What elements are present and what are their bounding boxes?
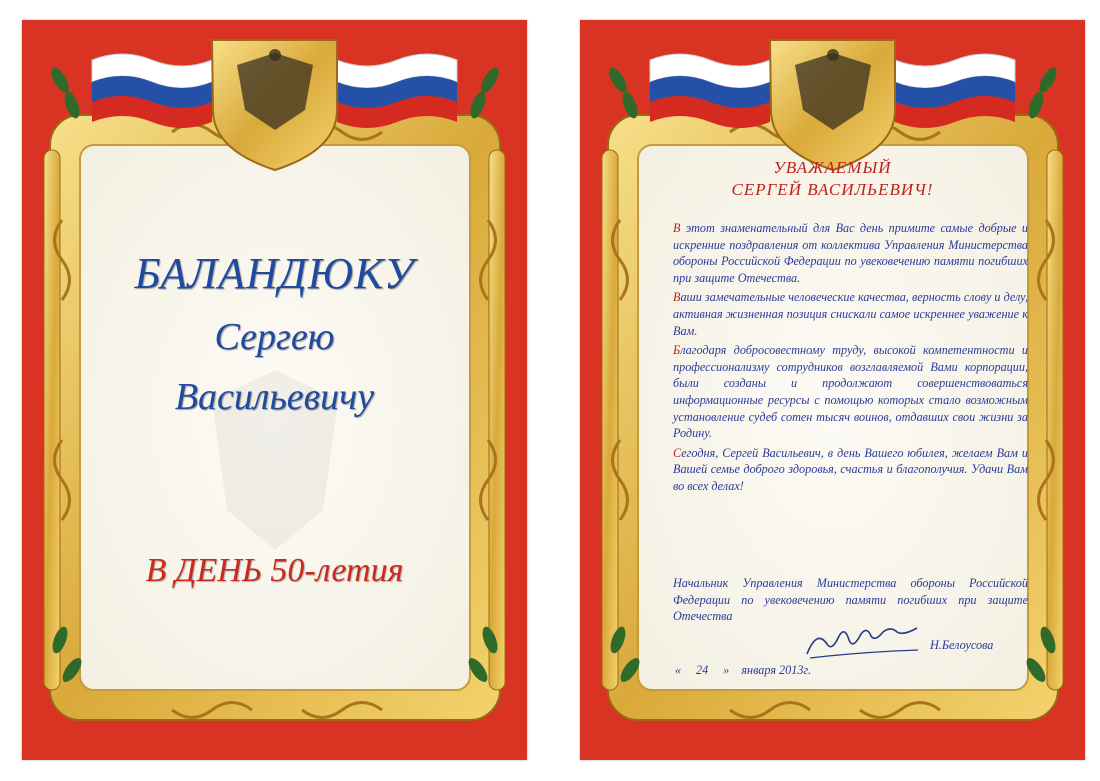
paragraph-1 bbox=[673, 220, 1028, 286]
date-close-quote: » bbox=[723, 663, 730, 677]
anniversary-occasion: В ДЕНЬ 50-летия bbox=[145, 552, 404, 589]
signatory-name: Н.Белоусова bbox=[930, 638, 994, 652]
date-open-quote: « bbox=[675, 663, 682, 677]
salutation-line-2: СЕРГЕЙ ВАСИЛЬЕВИЧ! bbox=[731, 180, 934, 199]
recipient-surname: БАЛАНДЮКУ bbox=[134, 249, 415, 298]
recipient-patronymic: Васильевичу bbox=[174, 376, 375, 418]
paragraph-initial: В bbox=[673, 290, 681, 305]
russian-flag-left bbox=[650, 54, 770, 128]
paragraph-initial: С bbox=[673, 445, 682, 460]
russian-flag-left bbox=[92, 54, 212, 128]
russian-flag-right bbox=[895, 54, 1015, 128]
left-certificate-page bbox=[22, 20, 527, 760]
paragraph-text: егодня, Сергей Васильевич, в день Вашего юбилея, желаем Вам и Вашей семье доброго здоровья, счастья и благополучия. Удачи Вам во всех делах! bbox=[673, 445, 1028, 493]
paragraph-text: аши замечательные человеческие качества, верность слову и делу, активная жизненная позиция снискали самое искреннее уважение к Вам. bbox=[673, 290, 1028, 338]
paragraph-3 bbox=[673, 342, 1028, 442]
date-day: 24 bbox=[696, 663, 709, 677]
paragraph-2 bbox=[673, 289, 1028, 339]
date-month-year: января 2013г. bbox=[741, 663, 812, 677]
russian-flag-right bbox=[337, 54, 457, 128]
handwritten-signature bbox=[802, 624, 922, 664]
recipient-first-name: Сергею bbox=[214, 316, 335, 358]
letter-date bbox=[675, 663, 811, 678]
paragraph-initial: Б bbox=[673, 343, 681, 358]
paragraph-text: этот знаменательный для Вас день примите самые добрые и искренние поздравления от коллектива Управления Министерства обороны Российской Федерации по увековечению памяти погибших при защите Отечества. bbox=[673, 221, 1028, 285]
paragraph-text: лагодаря добросовестному труду, высокой компетентности и профессионализму сотрудников возглавляемой Вами корпорации, были созданы и продолжают совершенствоваться информационные ресурсы с помощью которых стало возможным установление судеб сотен тысяч воинов, отдавших свои жизни за Родину. bbox=[673, 343, 1028, 441]
letter-body bbox=[673, 220, 1028, 498]
salutation-line-1: УВАЖАЕМЫЙ bbox=[773, 158, 892, 177]
paragraph-4 bbox=[673, 445, 1028, 495]
right-letter-page bbox=[580, 20, 1085, 760]
signatory-title: Начальник Управления Министерства обороны Российской Федерации по увековечению памяти погибших при защите Отечества bbox=[673, 576, 1028, 624]
paragraph-initial: В bbox=[673, 221, 681, 235]
